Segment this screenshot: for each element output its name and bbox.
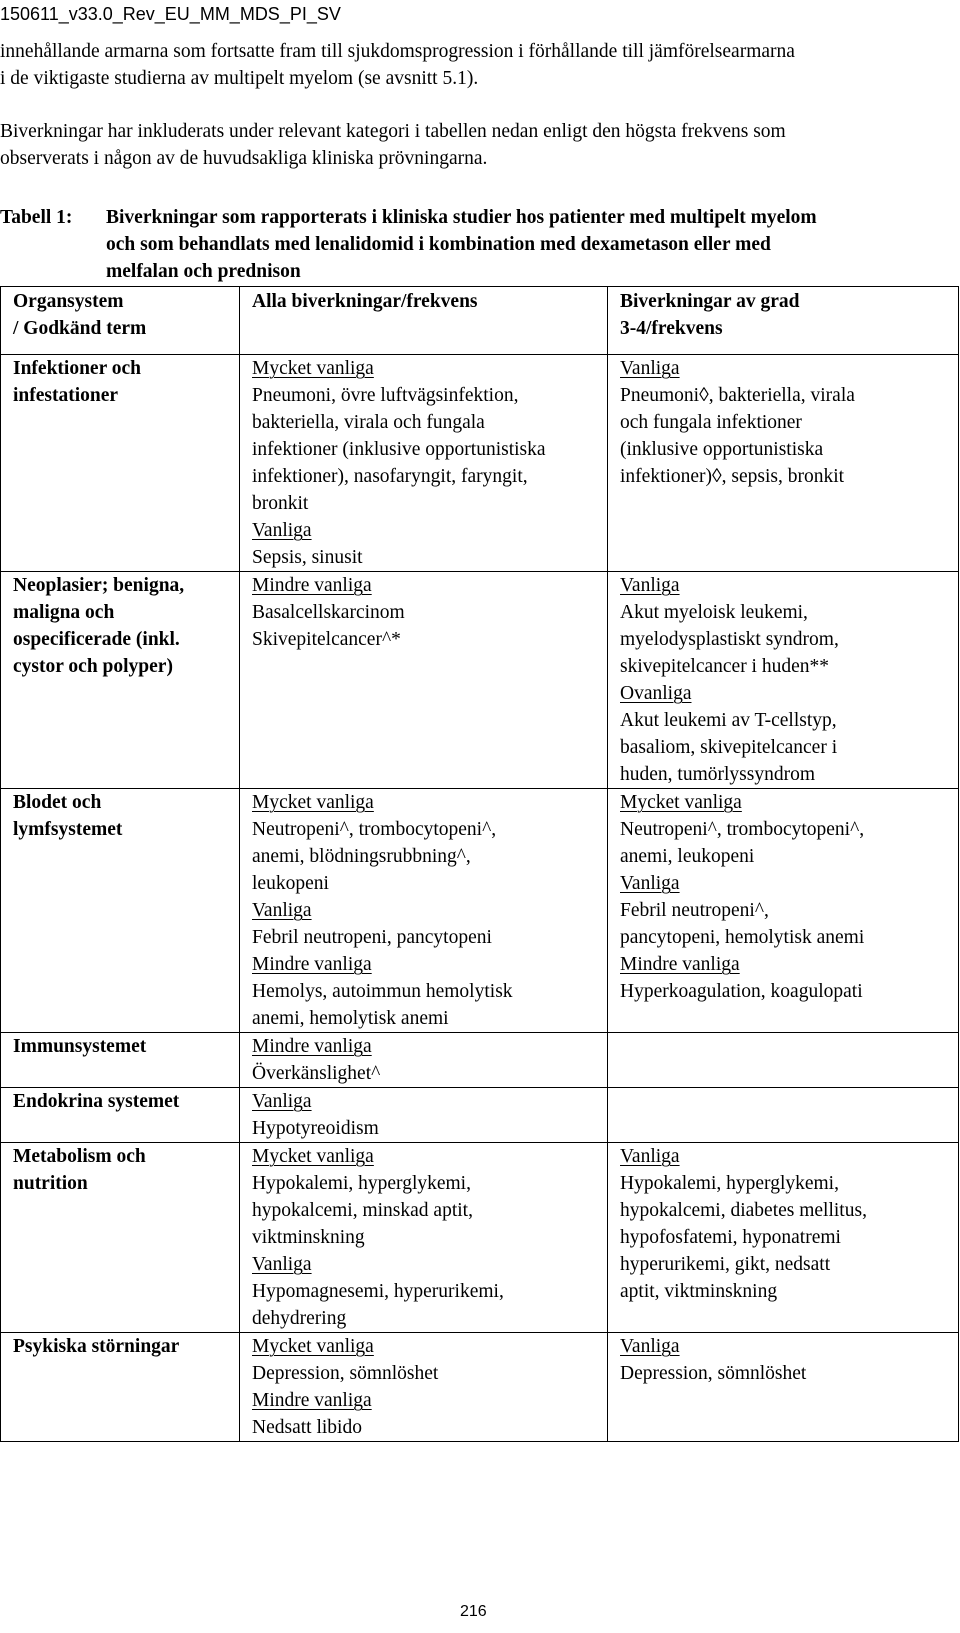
frequency-label-text: Ovanliga (620, 683, 692, 704)
adverse-reaction-text: Hyperkoagulation, koagulopati (620, 981, 863, 1002)
adverse-reaction-text: Depression, sömnlöshet (620, 1363, 807, 1384)
grade-3-4-cell-content (608, 1143, 958, 1305)
adverse-reaction-text: viktminskning (252, 1227, 365, 1248)
organ-system-name: Infektioner och (13, 358, 142, 379)
paragraph-line: observerats i någon av de huvudsakliga kliniska prövningarna. (0, 148, 488, 169)
adverse-reaction-text: Depression, sömnlöshet (252, 1363, 439, 1384)
frequency-label-text: Mycket vanliga (252, 1336, 374, 1357)
organ-system-cell-content (1, 1143, 239, 1197)
organ-system-name: lymfsystemet (13, 819, 123, 840)
adverse-reaction-text: Överkänslighet^ (252, 1063, 381, 1084)
all-reactions-cell-content (240, 1143, 607, 1332)
adverse-reaction-text: Neutropeni^, trombocytopeni^, (620, 819, 865, 840)
frequency-label-text: Vanliga (620, 1146, 680, 1167)
grade-3-4-cell (608, 1033, 959, 1088)
adverse-reaction-text: bronkit (252, 493, 309, 514)
frequency-label-text: Mycket vanliga (620, 792, 742, 813)
frequency-label (252, 572, 607, 599)
adverse-reaction-text: Sepsis, sinusit (252, 547, 363, 568)
adverse-reaction-text: Basalcellskarcinom (252, 602, 405, 623)
adverse-reaction-text: anemi, blödningsrubbning^, (252, 846, 471, 867)
frequency-label (620, 951, 958, 978)
header-grade-lines (608, 287, 958, 342)
adverse-reaction-text: Akut leukemi av T-cellstyp, (620, 710, 837, 731)
frequency-label-text: Vanliga (620, 1336, 680, 1357)
frequency-label-text: Mindre vanliga (620, 954, 740, 975)
adverse-reaction-text: Hypomagnesemi, hyperurikemi, (252, 1281, 504, 1302)
adverse-reaction-text: Skivepitelcancer^* (252, 629, 401, 650)
frequency-label (620, 680, 958, 707)
adverse-reaction-text: leukopeni (252, 873, 329, 894)
adverse-reaction-text: Hypotyreoidism (252, 1118, 379, 1139)
organ-system-name: Immunsystemet (13, 1036, 147, 1057)
organ-system-name: Psykiska störningar (13, 1336, 180, 1357)
adverse-reaction-text: Hemolys, autoimmun hemolytisk (252, 981, 513, 1002)
frequency-label-text: Vanliga (252, 900, 312, 921)
organ-system-cell-content (1, 1033, 239, 1060)
organ-system-cell (1, 789, 240, 1033)
all-reactions-cell-content (240, 1333, 607, 1441)
frequency-paragraph (0, 118, 960, 172)
adverse-reaction-text: aptit, viktminskning (620, 1281, 778, 1302)
page-number: 216 (460, 1603, 487, 1620)
frequency-label (620, 572, 958, 599)
adverse-reaction-text: Hypokalemi, hyperglykemi, (252, 1173, 471, 1194)
all-reactions-cell (240, 789, 608, 1033)
header-line: 3-4/frekvens (620, 318, 723, 339)
organ-system-cell (1, 572, 240, 789)
caption-line: Biverkningar som rapporterats i kliniska studier hos patienter med multipelt myelom (106, 207, 817, 228)
header-all-lines (240, 287, 607, 315)
organ-system-cell-content (1, 789, 239, 843)
table-row (1, 1333, 959, 1442)
adverse-reaction-text: infektioner (inklusive opportunistiska (252, 439, 546, 460)
frequency-label (620, 789, 958, 816)
frequency-label-text: Vanliga (620, 358, 680, 379)
frequency-label-text: Mycket vanliga (252, 358, 374, 379)
table-caption-text (106, 204, 960, 285)
adverse-reaction-text: Neutropeni^, trombocytopeni^, (252, 819, 497, 840)
organ-system-name: Blodet och (13, 792, 102, 813)
organ-system-name: maligna och (13, 602, 115, 623)
frequency-label (252, 951, 607, 978)
adverse-reaction-text: bakteriella, virala och fungala (252, 412, 485, 433)
frequency-label (252, 1251, 607, 1278)
frequency-label (620, 1143, 958, 1170)
table-row (1, 355, 959, 572)
intro-paragraph (0, 38, 960, 92)
frequency-label-text: Mycket vanliga (252, 792, 374, 813)
organ-system-name: ospecificerade (inkl. (13, 629, 180, 650)
adverse-reaction-text: anemi, leukopeni (620, 846, 755, 867)
table-caption-label: Tabell 1: (0, 207, 73, 228)
organ-system-cell-content (1, 355, 239, 409)
frequency-label (252, 897, 607, 924)
organ-system-name: Neoplasier; benigna, (13, 575, 185, 596)
adverse-reaction-text: och fungala infektioner (620, 412, 802, 433)
organ-system-name: Metabolism och (13, 1146, 146, 1167)
organ-system-cell (1, 355, 240, 572)
adverse-reaction-text: hypofosfatemi, hyponatremi (620, 1227, 841, 1248)
frequency-label (252, 1088, 607, 1115)
adverse-reaction-text: Pneumoni◊, bakteriella, virala (620, 385, 855, 406)
adverse-reaction-text: (inklusive opportunistiska (620, 439, 824, 460)
frequency-label-text: Vanliga (620, 575, 680, 596)
organ-system-cell-content (1, 1333, 239, 1360)
table-row (1, 1033, 959, 1088)
adverse-reaction-text: Febril neutropeni^, (620, 900, 769, 921)
grade-3-4-cell (608, 1088, 959, 1143)
frequency-label (252, 517, 607, 544)
adverse-reaction-text: hypokalcemi, minskad aptit, (252, 1200, 473, 1221)
organ-system-name: Endokrina systemet (13, 1091, 180, 1112)
header-organ-lines (1, 287, 239, 342)
grade-3-4-cell (608, 355, 959, 572)
frequency-label-text: Vanliga (252, 520, 312, 541)
grade-3-4-cell (608, 1333, 959, 1442)
frequency-label (620, 870, 958, 897)
frequency-label-text: Mycket vanliga (252, 1146, 374, 1167)
all-reactions-cell-content (240, 572, 607, 653)
header-grade-3-4 (608, 287, 959, 355)
organ-system-name: nutrition (13, 1173, 88, 1194)
frequency-label-text: Mindre vanliga (252, 575, 372, 596)
frequency-label (252, 1387, 607, 1414)
organ-system-cell-content (1, 572, 239, 680)
frequency-label (252, 1143, 607, 1170)
frequency-label-text: Mindre vanliga (252, 954, 372, 975)
grade-3-4-cell (608, 1143, 959, 1333)
adverse-reaction-text: myelodysplastiskt syndrom, (620, 629, 839, 650)
document-id-header: 150611_v33.0_Rev_EU_MM_MDS_PI_SV (0, 4, 341, 24)
adverse-reaction-text: skivepitelcancer i huden** (620, 656, 830, 677)
frequency-label (620, 1333, 958, 1360)
table-header-row (1, 287, 959, 355)
all-reactions-cell (240, 1333, 608, 1442)
frequency-label-text: Vanliga (620, 873, 680, 894)
adverse-reaction-text: hyperurikemi, gikt, nedsatt (620, 1254, 831, 1275)
frequency-label-text: Mindre vanliga (252, 1390, 372, 1411)
header-line: Biverkningar av grad (620, 291, 800, 312)
adverse-reactions-table (0, 286, 959, 1442)
paragraph-line: i de viktigaste studierna av multipelt myelom (se avsnitt 5.1). (0, 68, 479, 89)
frequency-label (620, 355, 958, 382)
all-reactions-cell (240, 1033, 608, 1088)
table-body (1, 355, 959, 1442)
header-line: / Godkänd term (13, 318, 147, 339)
adverse-reaction-text: infektioner)◊, sepsis, bronkit (620, 466, 845, 487)
header-line: Organsystem (13, 291, 124, 312)
paragraph-line: Biverkningar har inkluderats under relevant kategori i tabellen nedan enligt den högsta frekvens som (0, 121, 786, 142)
grade-3-4-cell (608, 572, 959, 789)
grade-3-4-cell-content (608, 572, 958, 788)
organ-system-cell-content (1, 1088, 239, 1115)
adverse-reaction-text: Hypokalemi, hyperglykemi, (620, 1173, 839, 1194)
adverse-reaction-text: Febril neutropeni, pancytopeni (252, 927, 492, 948)
header-organ-system (1, 287, 240, 355)
table-row (1, 789, 959, 1033)
frequency-label (252, 789, 607, 816)
caption-line: melfalan och prednison (106, 261, 301, 282)
all-reactions-cell-content (240, 355, 607, 571)
adverse-reaction-text: Nedsatt libido (252, 1417, 362, 1438)
frequency-label-text: Vanliga (252, 1091, 312, 1112)
table-row (1, 572, 959, 789)
frequency-label-text: Vanliga (252, 1254, 312, 1275)
organ-system-name: cystor och polyper) (13, 656, 173, 677)
all-reactions-cell (240, 1088, 608, 1143)
frequency-label-text: Mindre vanliga (252, 1036, 372, 1057)
table-row (1, 1088, 959, 1143)
frequency-label (252, 1333, 607, 1360)
all-reactions-cell-content (240, 789, 607, 1032)
adverse-reaction-text: pancytopeni, hemolytisk anemi (620, 927, 865, 948)
grade-3-4-cell-content (608, 1333, 958, 1387)
adverse-reaction-text: Pneumoni, övre luftvägsinfektion, (252, 385, 519, 406)
header-all-reactions (240, 287, 608, 355)
grade-3-4-cell (608, 789, 959, 1033)
paragraph-line: innehållande armarna som fortsatte fram till sjukdomsprogression i förhållande till jämförelsearmarna (0, 41, 795, 62)
organ-system-cell (1, 1033, 240, 1088)
adverse-reaction-text: anemi, hemolytisk anemi (252, 1008, 449, 1029)
organ-system-cell (1, 1143, 240, 1333)
frequency-label (252, 1033, 607, 1060)
all-reactions-cell (240, 1143, 608, 1333)
adverse-reaction-text: huden, tumörlyssyndrom (620, 764, 815, 785)
organ-system-cell (1, 1088, 240, 1143)
all-reactions-cell-content (240, 1033, 607, 1087)
grade-3-4-cell-content (608, 789, 958, 1005)
adverse-reaction-text: infektioner), nasofaryngit, faryngit, (252, 466, 528, 487)
header-line: Alla biverkningar/frekvens (252, 291, 478, 312)
organ-system-name: infestationer (13, 385, 119, 406)
grade-3-4-cell-content (608, 355, 958, 490)
organ-system-cell (1, 1333, 240, 1442)
adverse-reaction-text: Akut myeloisk leukemi, (620, 602, 808, 623)
adverse-reaction-text: basaliom, skivepitelcancer i (620, 737, 838, 758)
table-row (1, 1143, 959, 1333)
caption-line: och som behandlats med lenalidomid i kombination med dexametason eller med (106, 234, 771, 255)
adverse-reaction-text: hypokalcemi, diabetes mellitus, (620, 1200, 867, 1221)
all-reactions-cell (240, 355, 608, 572)
adverse-reaction-text: dehydrering (252, 1308, 347, 1329)
all-reactions-cell-content (240, 1088, 607, 1142)
all-reactions-cell (240, 572, 608, 789)
frequency-label (252, 355, 607, 382)
